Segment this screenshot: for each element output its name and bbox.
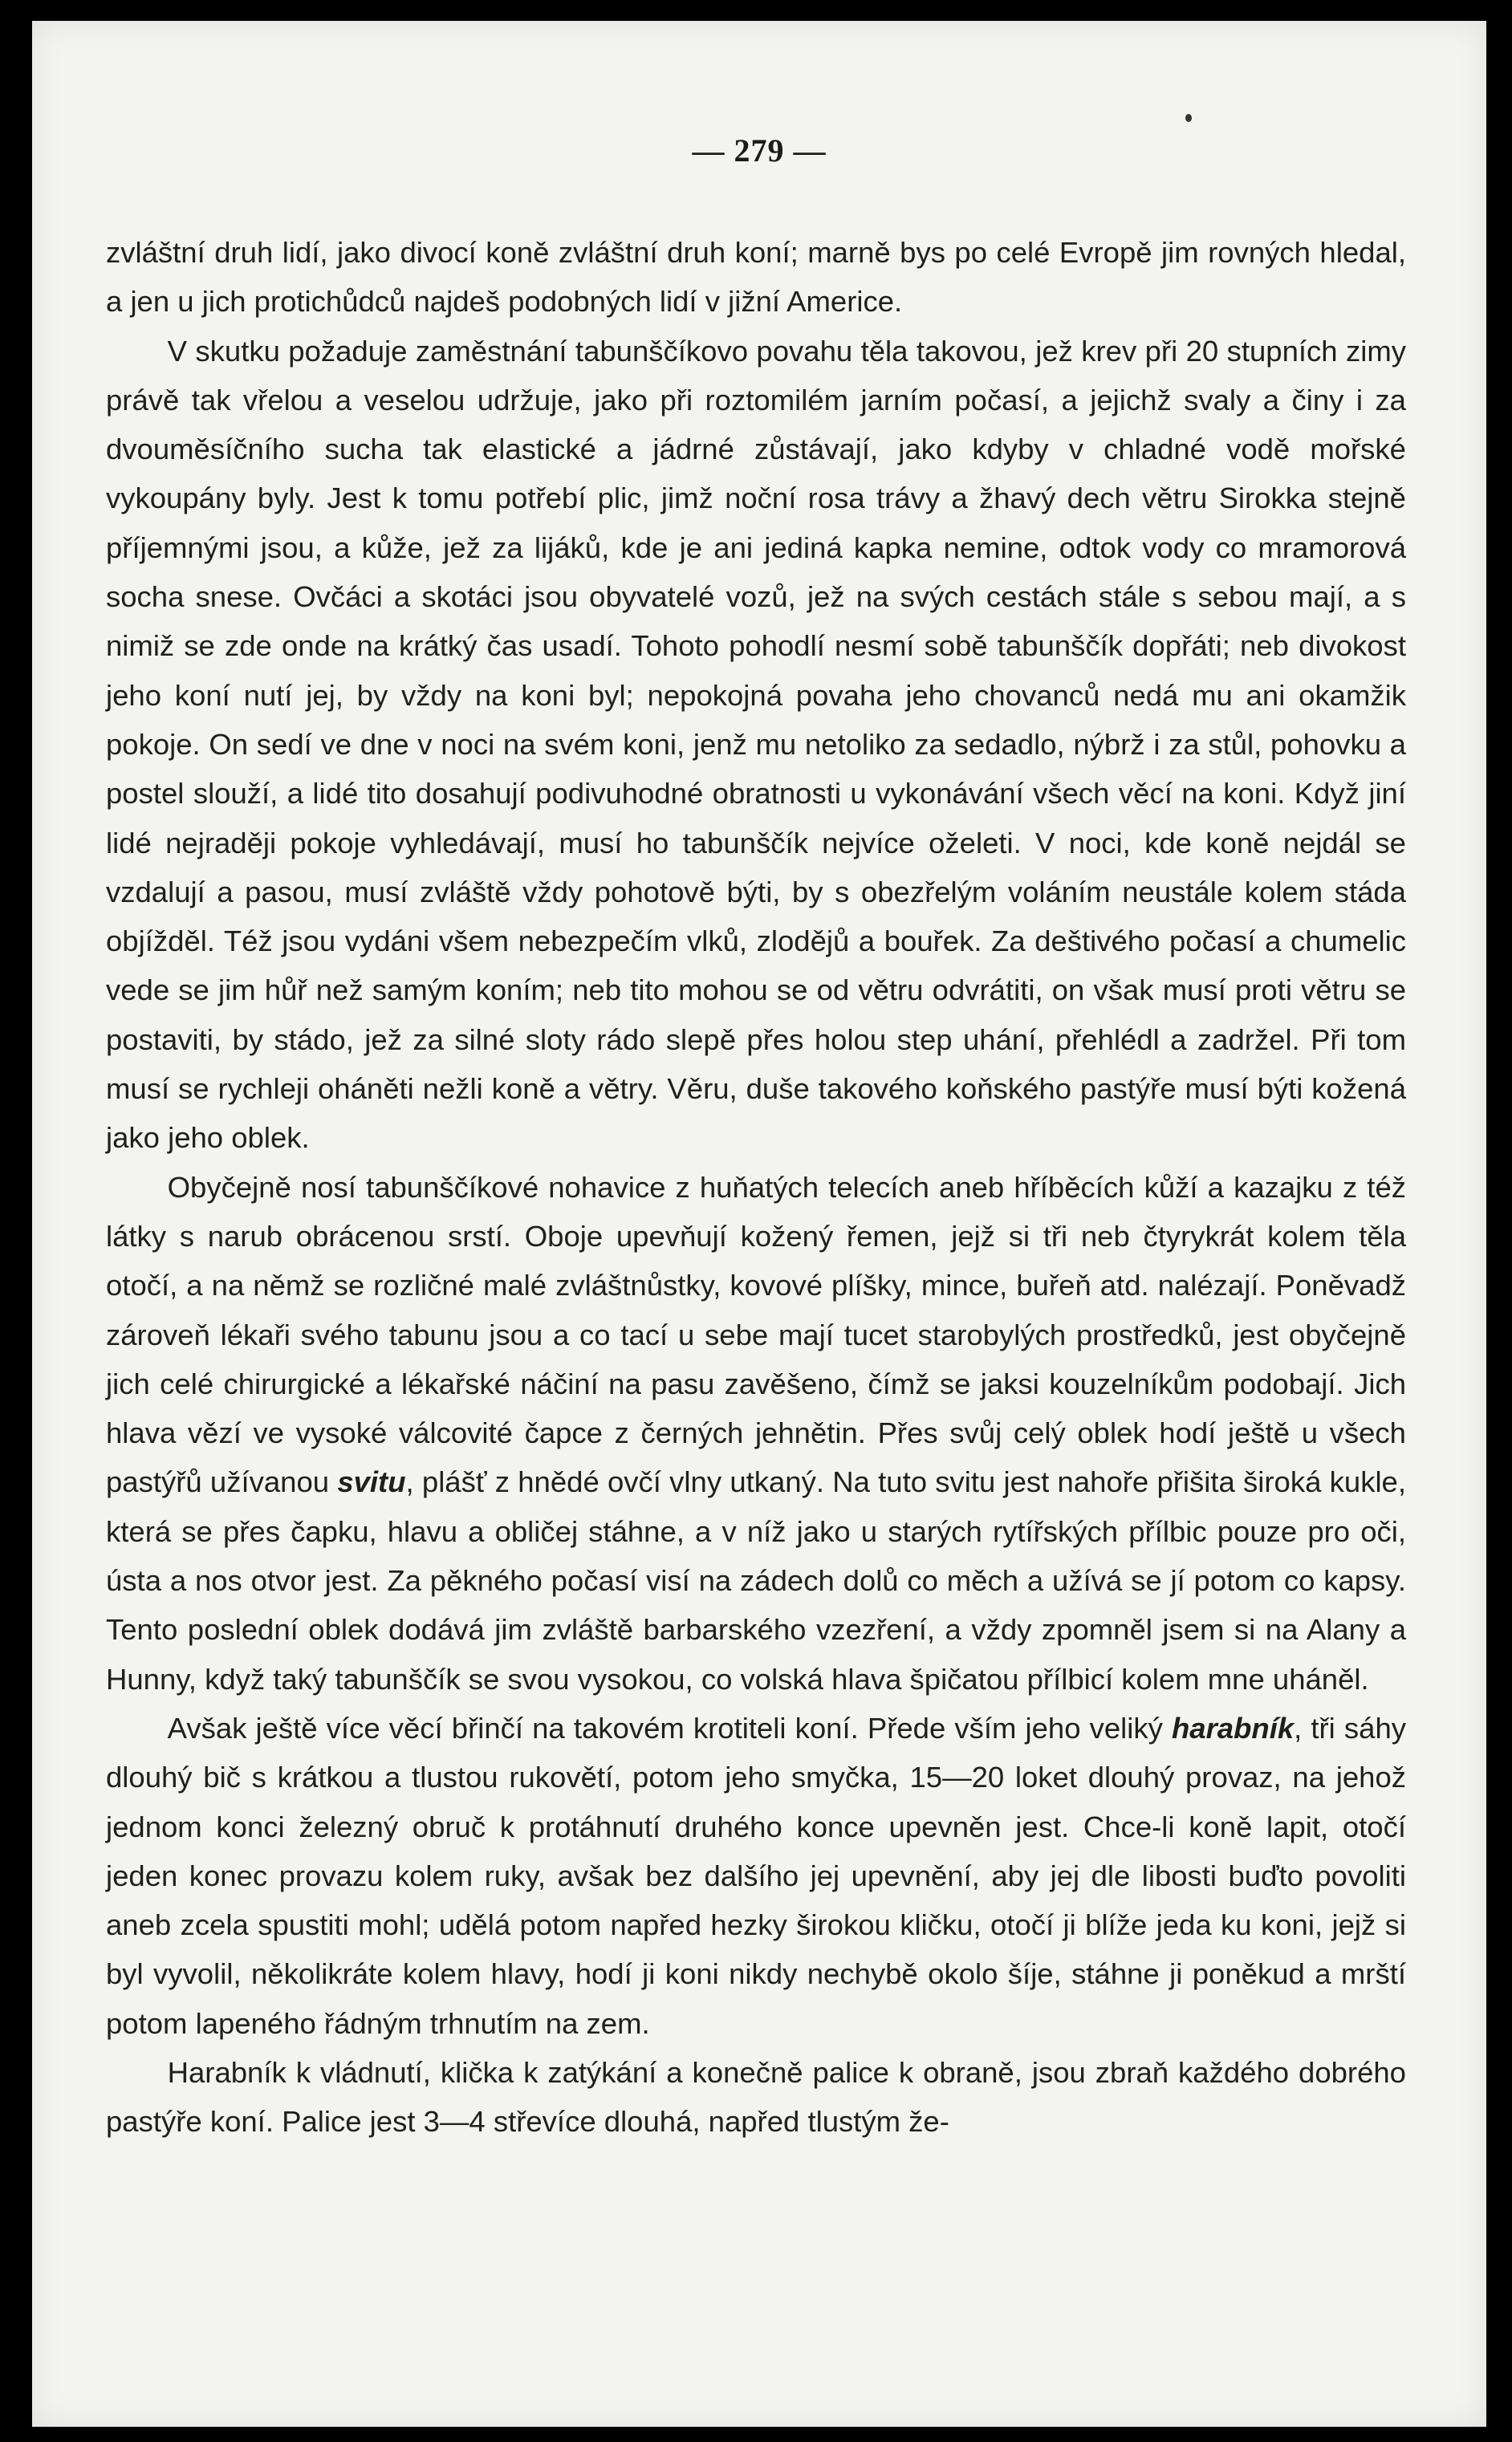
- text-segment: Harabník k vládnutí, klička k zatýkání a konečně palice k obraně, jsou zbraň každého dobrého pastýře koní. Palice jest 3—4 střevíce dlouhá, napřed tlustým že-: [106, 2055, 1406, 2139]
- text-segment: Avšak ještě více věcí břinčí na takovém krotiteli koní. Přede vším jeho veliký: [167, 1711, 1172, 1745]
- ink-speck: [1185, 114, 1192, 122]
- text-segment: Obyčejně nosí tabunščíkové nohavice z huňatých telecích aneb hříběcích kůží a kazajku z též látky s narub obrácenou srstí. Oboje upevňují kožený řemen, jejž si tři neb čtyrykrát kolem těla otočí, a na němž se rozličné malé zvláštnůstky, kovové plíšky, mince, buřeň atd. nalézají. Poněvadž zároveň lékaři svého tabunu jsou a co tací u sebe mají tucet starobylých prostředků, jest obyčejně jich celé chirurgické a lékařské náčiní na pasu zavěšeno, čímž se jaksi kouzelníkům podobají. Jich hlava vězí ve vysoké válcovité čapce z černých jehnětin. Přes svůj celý oblek hodí ještě u všech pastýřů užívanou: [106, 1170, 1406, 1499]
- paragraph-p5: [106, 2048, 1406, 2147]
- text-segment: V skutku požaduje zaměstnání tabunščíkovo povahu těla takovou, jež krev při 20 stupních zimy právě tak vřelou a veselou udržuje, jako při roztomilém jarním počasí, a jejichž svaly a činy i za dvouměsíčního sucha tak elastické a jádrné zůstávají, jako kdyby v chladné vodě mořské vykoupány byly. Jest k tomu potřebí plic, jimž noční rosa trávy a žhavý dech větru Sirokka stejně příjemnými jsou, a kůže, jež za lijáků, kde je ani jediná kapka nemine, odtok vody co mramorová socha snese. Ovčáci a skotáci jsou obyvatelé vozů, jež na svých cestách stále s sebou mají, a s nimiž se zde onde na krátký čas usadí. Tohoto pohodlí nesmí sobě tabunščík dopřáti; neb divokost jeho koní nutí jej, by vždy na koni byl; nepokojná povaha jeho chovanců nedá mu ani okamžik pokoje. On sedí ve dne v noci na svém koni, jenž mu netoliko za sedadlo, nýbrž i za stůl, pohovku a postel slouží, a lidé tito dosahují podivuhodné obratnosti u vykonávání všech věcí na koni. Když jiní lidé nejraději pokoje vyhledávají, musí ho tabunščík nejvíce oželeti. V noci, kde koně nejdál se vzdalují a pasou, musí zvláště vždy pohotově býti, by s obezřelým voláním neustále kolem stáda objížděl. Též jsou vydáni všem nebezpečím vlků, zlodějů a bouřek. Za deštivého počasí a chumelic vede se jim hůř než samým koním; neb tito mohou se od větru odvrátiti, on však musí proti větru se postaviti, by stádo, jež za silné sloty rádo slepě přes holou step uhání, přehlédl a zadržel. Při tom musí se rychleji oháněti nežli koně a větry. Věru, duše takového koňského pastýře musí býti kožená jako jeho oblek.: [106, 334, 1406, 1155]
- paragraph-p1: [106, 228, 1406, 327]
- italic-term: harabník: [1172, 1711, 1295, 1745]
- book-page: [32, 21, 1486, 2427]
- text-segment: , plášť z hnědé ovčí vlny utkaný. Na tuto svitu jest nahoře přišita široká kukle, která se přes čapku, hlavu a obličej stáhne, a v níž jako u starých rytířských přílbic pouze pro oči, ústa a nos otvor jest. Za pěkného počasí visí na zádech dolů co měch a užívá se jí potom co kapsy. Tento poslední oblek dodává jim zvláště barbarského vzezření, a vždy zpomněl jsem si na Alany a Hunny, když taký tabunščík se svou vysokou, co volská hlava špičatou přílbicí kolem mne uháněl.: [106, 1465, 1406, 1696]
- text-segment: , tři sáhy dlouhý bič s krátkou a tlustou rukovětí, potom jeho smyčka, 15—20 loket dlouhý provaz, na jehož jednom konci železný obruč k protáhnutí druhého konce upevněn jest. Chce-li koně lapit, otočí jeden konec provazu kolem ruky, avšak bez dalšího jej upevnění, aby jej dle libosti buďto povoliti aneb zcela spustiti mohl; udělá potom napřed hezky širokou kličku, otočí ji blíže jeda ku koni, jejž si byl vyvolil, několikráte kolem hlavy, hodí ji koni nikdy nechybě okolo šíje, stáhne ji poněkud a mrští potom lapeného řádným trhnutím na zem.: [106, 1711, 1406, 2040]
- paragraph-p3: [106, 1163, 1406, 1704]
- italic-term: svitu: [337, 1465, 406, 1499]
- body-text: [106, 228, 1406, 2147]
- paragraph-p2: [106, 327, 1406, 1163]
- page-number: — 279 —: [692, 132, 827, 169]
- text-segment: zvláštní druh lidí, jako divocí koně zvláštní druh koní; marně bys po celé Evropě jim rovných hledal, a jen u jich protichůdců najdeš podobných lidí v jižní Americe.: [106, 236, 1406, 319]
- paragraph-p4: [106, 1704, 1406, 2048]
